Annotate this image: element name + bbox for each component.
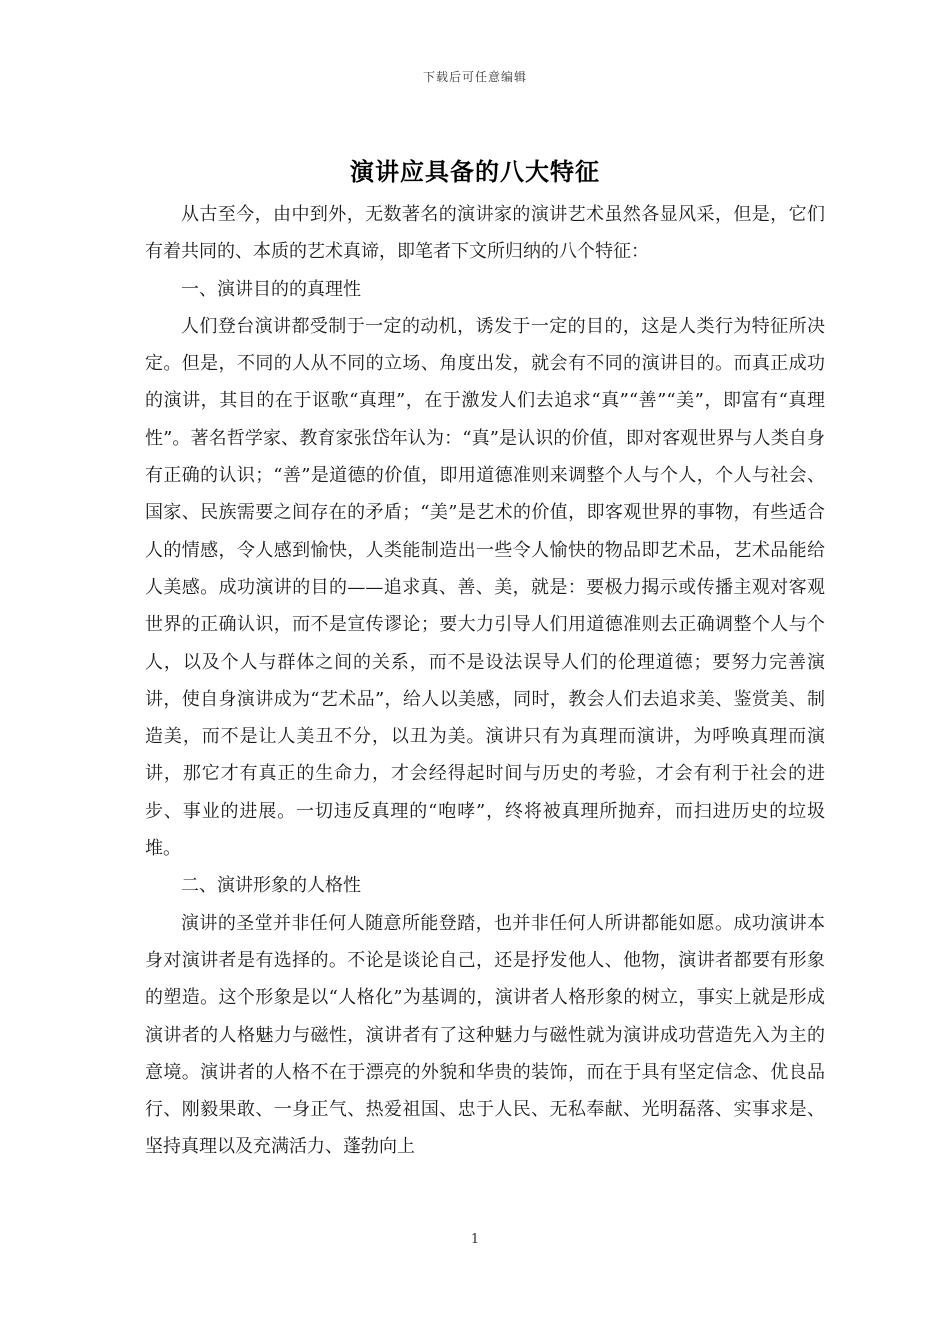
document-body (145, 196, 825, 1166)
paragraph-section-1: 人们登台演讲都受制于一定的动机，诱发于一定的目的，这是人类行为特征所决定。但是，不同的人从不同的立场、角度出发，就会有不同的演讲目的。而真正成功的演讲，其目的在于讴歌“真理”，在于激发人们去追求“真”“善”“美”，即富有“真理性”。著名哲学家、教育家张岱年认为：“真”是认识的价值，即对客观世界与人类自身有正确的认识；“善”是道德的价值，即用道德准则来调整个人与个人，个人与社会、国家、民族需要之间存在的矛盾；“美”是艺术的价值，即客观世界的事物，有些适合人的情感，令人感到愉快，人类能制造出一些令人愉快的物品即艺术品，艺术品能给人美感。成功演讲的目的——追求真、善、美，就是：要极力揭示或传播主观对客观世界的正确认识，而不是宣传谬论；要大力引导人们用道德准则去正确调整个人与个人，以及个人与群体之间的关系，而不是设法误导人们的伦理道德；要努力完善演讲，使自身演讲成为“艺术品”，给人以美感，同时，教会人们去追求美、鉴赏美、制造美，而不是让人美丑不分，以丑为美。演讲只有为真理而演讲，为呼唤真理而演讲，那它才有真正的生命力，才会经得起时间与历史的考验，才会有利于社会的进步、事业的进展。一切违反真理的“咆哮”，终将被真理所抛弃，而扫进历史的垃圾堆。 (145, 315, 825, 860)
page-number: 1 (470, 1232, 480, 1247)
paragraph-section-2: 演讲的圣堂并非任何人随意所能登踏，也并非任何人所讲都能如愿。成功演讲本身对演讲者是有选择的。不论是谈论自己，还是抒发他人、他物，演讲者都要有形象的塑造。这个形象是以“人格化”为基调的，演讲者人格形象的树立，事实上就是形成演讲者的人格魅力与磁性，演讲者有了这种魅力与磁性就为演讲成功营造先入为主的意境。演讲者的人格不在于漂亮的外貌和华贵的装饰，而在于具有坚定信念、优良品行、刚毅果敢、一身正气、热爱祖国、忠于人民、无私奉献、光明磊落、实事求是、坚持真理以及充满活力、蓬勃向上 (145, 912, 825, 1158)
page-header-note: 下载后可任意编辑 (422, 70, 527, 84)
section-heading-2: 二、演讲形象的人格性 (181, 875, 361, 897)
document-title: 演讲应具备的八大特征 (350, 157, 600, 186)
paragraph-intro: 从古至今，由中到外，无数著名的演讲家的演讲艺术虽然各显风采，但是，它们有着共同的、本质的艺术真谛，即笔者下文所归纳的八个特征： (145, 204, 825, 263)
section-heading-1: 一、演讲目的的真理性 (181, 278, 361, 300)
